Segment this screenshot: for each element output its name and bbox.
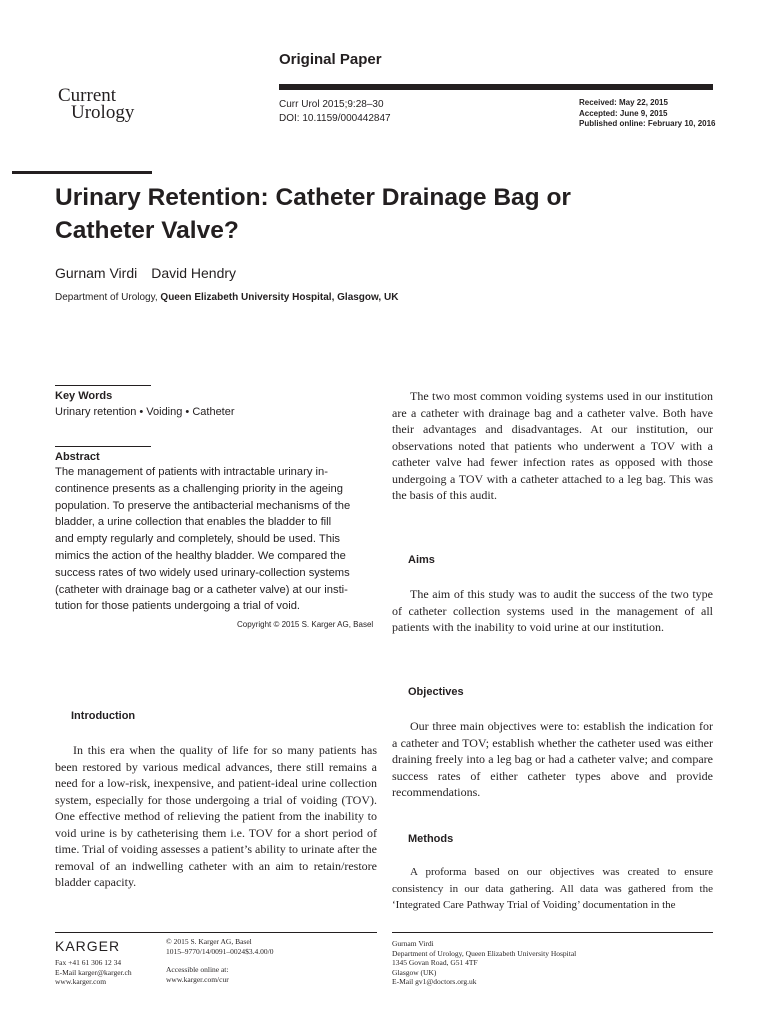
introduction-body [55,742,377,891]
citation: Curr Urol 2015;9:28–30 [279,99,384,110]
correspondence-street: 1345 Govan Road, G51 4TF [392,958,478,967]
correspondence-name: Gurnam Virdi [392,939,434,948]
abstract-rule [55,446,151,447]
keywords-heading: Key Words [55,390,113,402]
title-line-2: Catheter Valve? [55,217,239,244]
aims-body [392,586,713,636]
abstract-heading: Abstract [55,451,100,463]
abstract-line: bladder, a urine collection that enables the bladder to fill [55,516,332,529]
title-rule [12,171,152,174]
publication-dates [579,98,716,130]
journal-logo [58,87,134,121]
objectives-body [392,718,713,801]
keywords-text: Urinary retention • Voiding • Catheter [55,406,235,418]
journal-logo-line2: Urology [71,102,135,123]
journal-logo-line1: Current [58,85,117,106]
publisher-website: www.karger.com [55,977,107,986]
author-list [55,265,236,281]
correspondence-department: Department of Urology, Queen Elizabeth University Hospital [392,948,577,958]
abstract-body [55,464,377,615]
footer-online-label: Accessible online at: [166,965,229,974]
footer-issn: 1015–9770/14/0091–0024$3.4.00/0 [166,946,274,956]
karger-logo: KARGER [55,938,121,954]
footer-online-url[interactable]: www.karger.com/cur [166,974,229,984]
abstract-line: success rates of two widely used urinary-collection systems [55,566,350,579]
introduction-heading: Introduction [71,710,136,722]
correspondence-email[interactable]: E-Mail gv1@doctors.org.uk [392,977,477,986]
title-line-1: Urinary Retention: Catheter Drainage Bag or [55,184,571,211]
received-date: Received: May 22, 2015 [579,98,668,107]
objectives-heading: Objectives [408,686,464,698]
author-2: David Hendry [151,265,237,281]
objectives-text: Our three main objectives were to: establish the indication for a catheter and TOV; establish whether the catheter used was either draining freely into a leg bag or had a catheter valve; and compare success rates of either catheter types above and provide recommendations. [392,719,713,799]
right-intro-body [392,388,713,504]
abstract-line: continence presents as a challenging priority in the ageing [55,482,343,495]
methods-heading: Methods [408,833,454,845]
aims-text: The aim of this study was to audit the success of the two type of catheter collection systems used in the management of all patients with the inability to void urine at our institution. [392,587,713,634]
right-intro-text: The two most common voiding systems used in our institution are a catheter with drainage bag and a catheter valve. Both have their advantages and disadvantages. At our institution, our observations noted that patients who underwent a TOV with a catheter valve had fewer infection rates as opposed with those undergoing a TOV with a catheter attached to a leg bag. This was the basis of this audit. [392,389,713,502]
header-rule [279,84,713,90]
footer-rule-left [55,932,377,933]
doi: DOI: 10.1159/000442847 [279,113,391,124]
publisher-fax: Fax +41 61 306 12 34 [55,958,122,967]
footer-copyright: © 2015 S. Karger AG, Basel [166,937,252,946]
publisher-email: E-Mail karger@karger.ch [55,967,132,977]
abstract-line: tution for those patients undergoing a trial of void. [55,600,301,613]
affiliation-hospital: Queen Elizabeth University Hospital, Glasgow, UK [160,292,399,303]
introduction-text: In this era when the quality of life for so many patients has been restored by various medical advances, there still remains a need for a low-risk, inexpensive, and patient-ideal urine collection system, especially for those undergoing a trial of voiding (TOV). One effective method of relieving the patient from the inability to void urine is by catheterising them i.e. TOV for a short period of time. Trial of voiding assesses a patient’s ability to urinate after the removal of an indwelling catheter with an aim to retain/restore bladder capacity. [55,743,377,889]
article-title [55,181,571,247]
abstract-line: The management of patients with intractable urinary in- [55,466,328,478]
methods-text: A proforma based on our objectives was created to ensure consistency in our data gathering. All data was gathered from the ‘Integrated Care Pathway Trial of Voiding’ documentation in the [392,866,713,911]
paper-type: Original Paper [279,51,382,68]
abstract-copyright: Copyright © 2015 S. Karger AG, Basel [237,620,374,629]
abstract-line: (catheter with drainage bag or a catheter valve) at our insti- [55,583,348,596]
published-date: Published online: February 10, 2016 [579,119,716,128]
publisher-contact [55,958,132,987]
author-1: Gurnam Virdi [55,265,138,281]
aims-heading: Aims [408,554,435,566]
copyright-block [166,937,274,984]
correspondence-city: Glasgow (UK) [392,967,437,977]
accepted-date: Accepted: June 9, 2015 [579,108,668,118]
affiliation-department: Department of Urology, [55,292,161,303]
abstract-line: population. To preserve the antibacterial mechanisms of the [55,499,351,512]
methods-body [392,864,713,911]
keywords-rule [55,385,151,386]
abstract-line: mimics the action of the healthy bladder. We compared the [55,549,346,562]
correspondence-block [392,939,576,987]
abstract-line: and empty regularly and completely, should be used. This [55,533,341,546]
footer-rule-right [392,932,713,933]
affiliation [55,292,398,303]
